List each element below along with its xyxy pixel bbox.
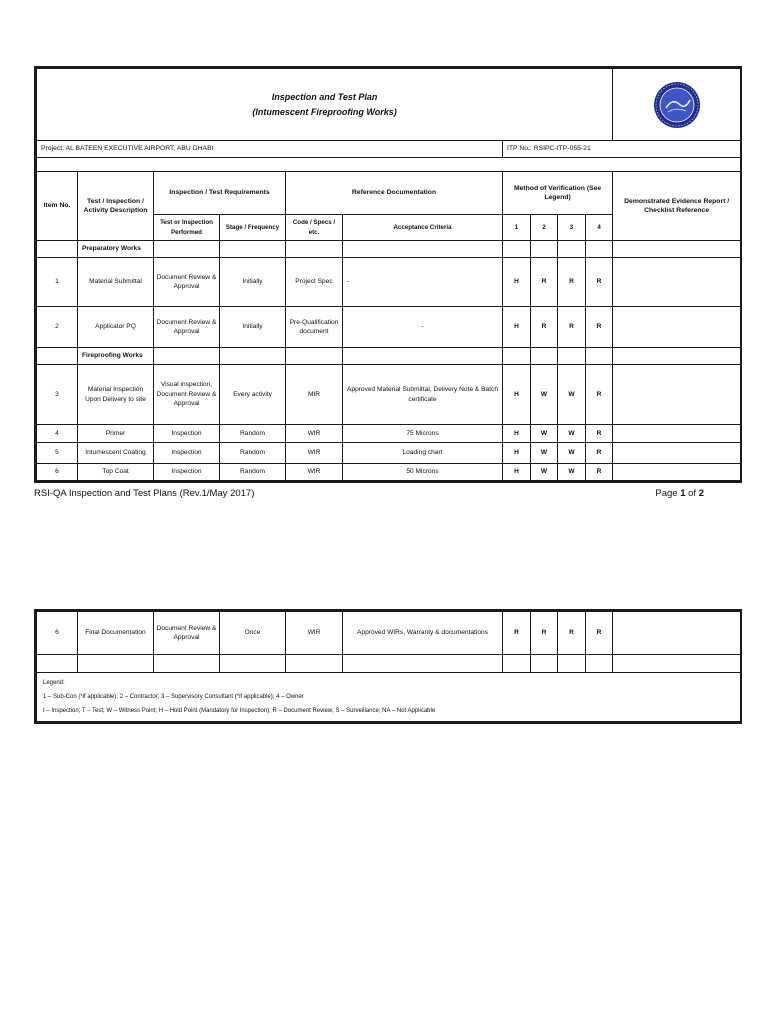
empty-cell (286, 655, 343, 673)
empty-cell (586, 655, 613, 673)
row-stage: Once (220, 612, 286, 655)
table-row (37, 612, 741, 655)
row-stage: Initially (220, 307, 286, 348)
header-verification: Method of Verification (See Legend) (503, 172, 613, 215)
header-v2: 2 (531, 215, 558, 241)
row-code: Project Spec (286, 258, 343, 307)
empty-cell (531, 655, 558, 673)
header-acceptance: Acceptance Criteria (343, 215, 503, 241)
row-activity: Intumescent Coating (78, 443, 154, 464)
row-stage: Random (220, 443, 286, 464)
itp-table-continued (36, 611, 741, 722)
header-v1: 1 (503, 215, 531, 241)
row-v3: W (558, 425, 586, 443)
row-v3: W (558, 365, 586, 425)
empty-cell (531, 348, 558, 365)
empty-cell (154, 241, 220, 258)
title-cell (37, 69, 613, 141)
row-acceptance: 50 Microns (343, 464, 503, 481)
page-prefix: Page (655, 488, 681, 499)
spacer-row (37, 158, 741, 172)
row-v4: R (586, 464, 613, 481)
empty-cell (503, 655, 531, 673)
row-evidence (613, 365, 741, 425)
empty-cell (220, 241, 286, 258)
row-acceptance: Loading chart (343, 443, 503, 464)
table-row (37, 307, 741, 348)
row-v4: R (586, 307, 613, 348)
row-performed: Inspection (154, 443, 220, 464)
row-acceptance: Approved WIRs, Warranty & documentations (343, 612, 503, 655)
section-fireproofing: Fireproofing Works (78, 348, 154, 365)
row-activity: Applicator PQ (78, 307, 154, 348)
row-item-no: 4 (37, 425, 78, 443)
table-row (37, 464, 741, 481)
itp-number-cell: ITP No.: RSIPC-ITP-055-21 (503, 141, 741, 158)
row-v1: H (503, 443, 531, 464)
row-evidence (613, 307, 741, 348)
row-v3: R (558, 307, 586, 348)
header-reference: Reference Documentation (286, 172, 503, 215)
row-stage: Initially (220, 258, 286, 307)
row-v3: R (558, 258, 586, 307)
empty-cell (613, 241, 741, 258)
row-v2: W (531, 425, 558, 443)
row-evidence (613, 258, 741, 307)
footer-doc-ref: RSI-QA Inspection and Test Plans (Rev.1/May 2017) (34, 488, 255, 499)
page-of: of (685, 488, 699, 499)
table-row (37, 258, 741, 307)
row-acceptance: - (343, 307, 503, 348)
empty-cell (343, 655, 503, 673)
row-item-no: 6 (37, 464, 78, 481)
empty-cell (531, 241, 558, 258)
row-performed: Visual inspection, Document Review & Approval (154, 365, 220, 425)
doc-subtitle: (Intumescent Fireproofing Works) (252, 106, 397, 117)
row-v2: W (531, 365, 558, 425)
row-activity: Top Coat (78, 464, 154, 481)
row-code: MIR (286, 365, 343, 425)
itp-table (36, 68, 741, 481)
empty-cell (220, 348, 286, 365)
empty-cell (586, 348, 613, 365)
page-current: 1 (680, 488, 686, 499)
row-v1: R (503, 612, 531, 655)
row-v2: W (531, 443, 558, 464)
row-code: Pre-Qualification document (286, 307, 343, 348)
row-item-no: 6 (37, 612, 78, 655)
row-evidence (613, 464, 741, 481)
empty-cell (613, 348, 741, 365)
row-activity: Material Inspection Upon Delivery to site (78, 365, 154, 425)
row-v4: R (586, 612, 613, 655)
empty-cell (503, 348, 531, 365)
doc-title: Inspection and Test Plan (271, 91, 378, 102)
project-cell: Project: AL BATEEN EXECUTIVE AIRPORT, ABU DHABI (37, 141, 503, 158)
footer-page-number (655, 488, 704, 499)
row-v1: H (503, 425, 531, 443)
row-evidence (613, 425, 741, 443)
empty-cell (558, 241, 586, 258)
empty-cell (586, 241, 613, 258)
row-activity: Primer (78, 425, 154, 443)
page-total: 2 (698, 488, 704, 499)
row-item-no: 1 (37, 258, 78, 307)
row-performed: Document Review & Approval (154, 307, 220, 348)
row-stage: Random (220, 464, 286, 481)
table-row (37, 425, 741, 443)
empty-cell (613, 655, 741, 673)
row-evidence (613, 612, 741, 655)
table-row (37, 365, 741, 425)
empty-cell (37, 655, 78, 673)
row-v2: R (531, 612, 558, 655)
row-performed: Inspection (154, 464, 220, 481)
row-performed: Document Review & Approval (154, 258, 220, 307)
header-item-no: Item No. (37, 172, 78, 241)
row-performed: Document Review & Approval (154, 612, 220, 655)
header-test-performed: Test or Inspection Performed (154, 215, 220, 241)
itp-sheet-page-2 (34, 609, 742, 724)
empty-cell (558, 655, 586, 673)
row-v4: R (586, 258, 613, 307)
empty-cell (343, 348, 503, 365)
header-activity: Test / Inspection / Activity Description (78, 172, 154, 241)
row-activity: Material Submittal (78, 258, 154, 307)
row-v4: R (586, 425, 613, 443)
header-v4: 4 (586, 215, 613, 241)
row-v1: H (503, 464, 531, 481)
row-item-no: 5 (37, 443, 78, 464)
row-v3: W (558, 464, 586, 481)
empty-cell (154, 348, 220, 365)
row-v1: H (503, 307, 531, 348)
header-requirements: Inspection / Test Requirements (154, 172, 286, 215)
row-acceptance: - (343, 258, 503, 307)
row-v2: W (531, 464, 558, 481)
legend-title: Legend: (43, 680, 65, 686)
row-item-no: 2 (37, 307, 78, 348)
header-stage: Stage / Frequency (220, 215, 286, 241)
logo-cell (613, 69, 741, 141)
empty-cell (37, 241, 78, 258)
legend-codes: I – Inspection; T – Test; W – Witness Point; H – Hold Point (Mandatory for Inspection); R – Document Review; S – Surveillance; NA – Not Applicable (43, 708, 436, 714)
section-preparatory: Preparatory Works (78, 241, 154, 258)
row-code: WIR (286, 464, 343, 481)
row-v4: R (586, 365, 613, 425)
row-acceptance: Approved Material Submittal, Delivery Note & Batch certificate (343, 365, 503, 425)
row-v4: R (586, 443, 613, 464)
row-code: WIR (286, 612, 343, 655)
empty-cell (286, 241, 343, 258)
row-performed: Inspection (154, 425, 220, 443)
header-v3: 3 (558, 215, 586, 241)
legend-cell (37, 673, 741, 722)
empty-cell (503, 241, 531, 258)
row-v1: H (503, 258, 531, 307)
itp-sheet-page-1 (34, 66, 742, 483)
empty-cell (37, 348, 78, 365)
empty-cell (78, 655, 154, 673)
row-code: WIR (286, 425, 343, 443)
header-evidence: Demonstrated Evidence Report / Checklist Reference (613, 172, 741, 241)
empty-cell (343, 241, 503, 258)
header-code: Code / Specs / etc. (286, 215, 343, 241)
row-v2: R (531, 307, 558, 348)
row-stage: Every activity (220, 365, 286, 425)
row-activity: Final Documentation (78, 612, 154, 655)
row-acceptance: 75 Microns (343, 425, 503, 443)
table-row (37, 443, 741, 464)
row-v1: H (503, 365, 531, 425)
empty-cell (558, 348, 586, 365)
row-stage: Random (220, 425, 286, 443)
empty-cell (220, 655, 286, 673)
row-v3: W (558, 443, 586, 464)
legend-parties: 1 – Sub-Con (*if applicable); 2 – Contractor; 3 – Supervisory Consultant (*if applicable); 4 – Owner (43, 694, 304, 700)
row-evidence (613, 443, 741, 464)
company-seal-logo (652, 80, 702, 130)
row-code: WIR (286, 443, 343, 464)
empty-cell (286, 348, 343, 365)
row-v3: R (558, 612, 586, 655)
empty-cell (154, 655, 220, 673)
row-item-no: 3 (37, 365, 78, 425)
row-v2: R (531, 258, 558, 307)
